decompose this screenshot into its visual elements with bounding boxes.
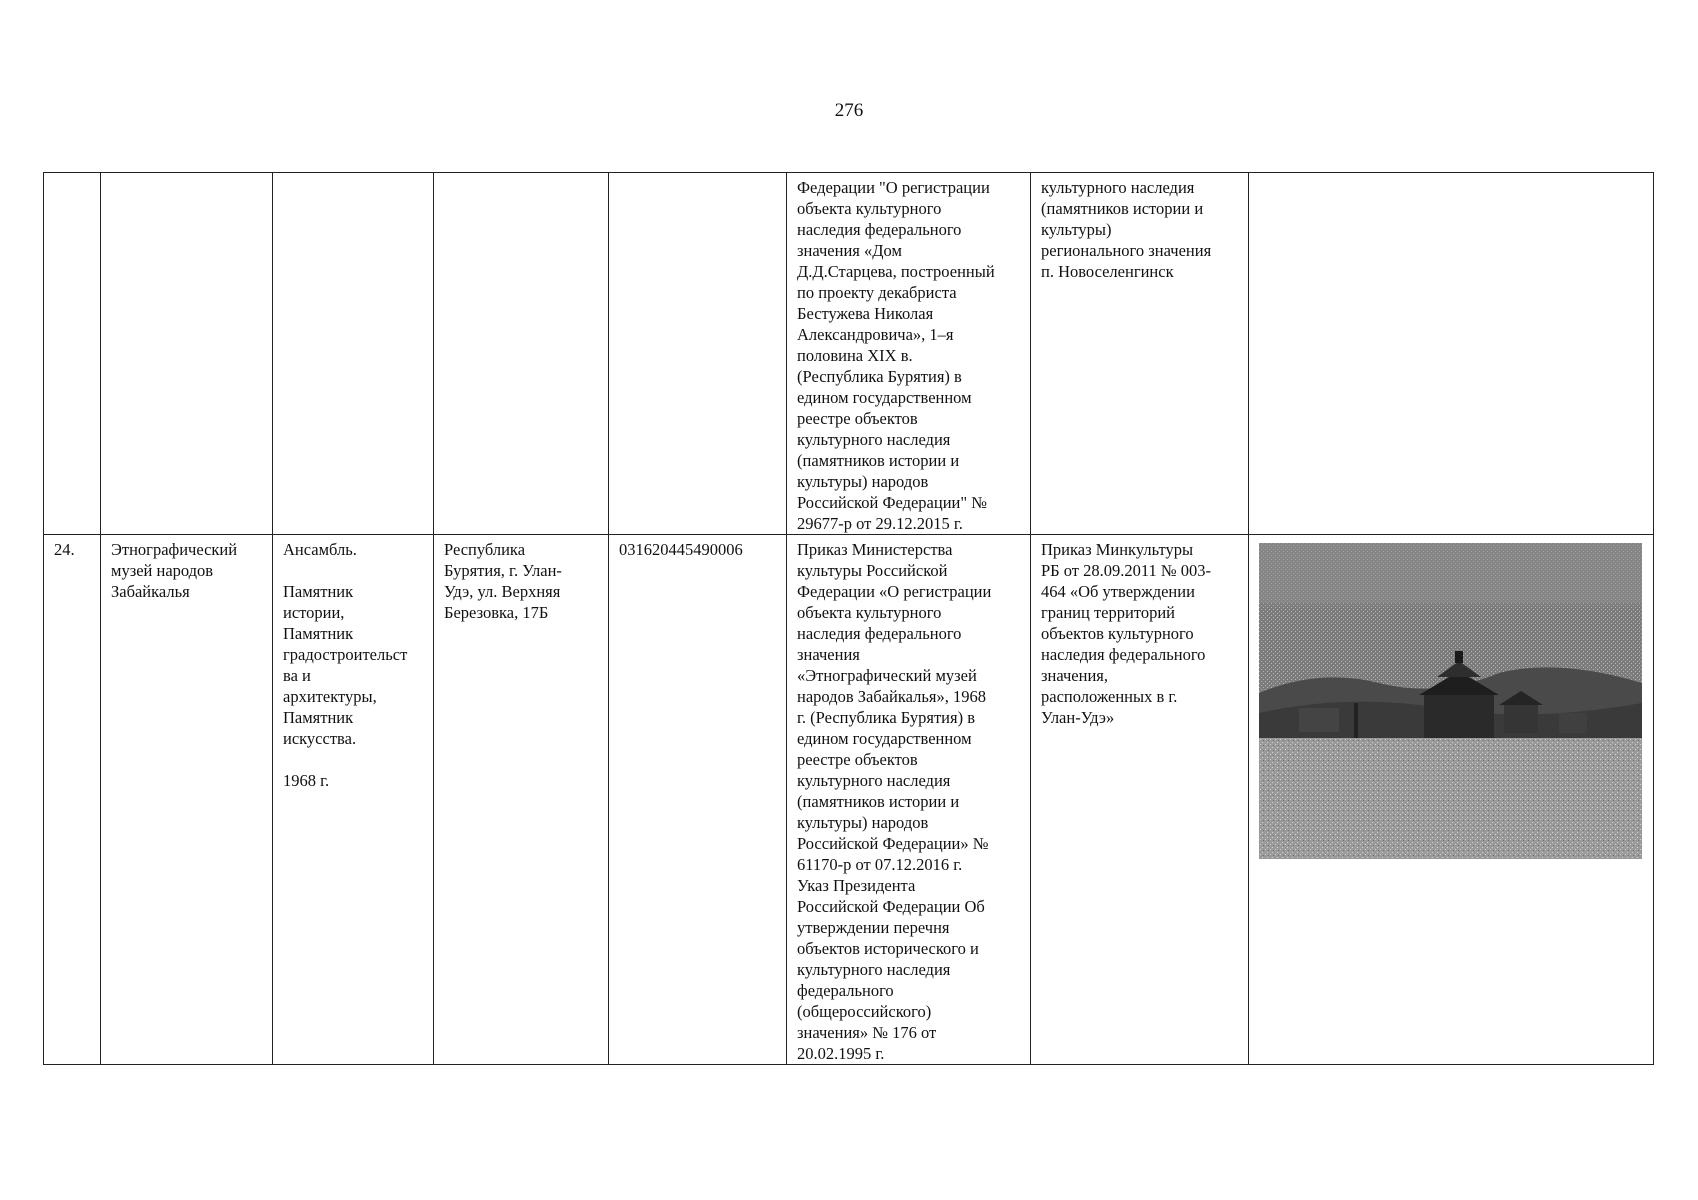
cell-address: [434, 173, 609, 535]
cell-regional-document: Приказ Минкультуры РБ от 28.09.2011 № 003- 464 «Об утверждении границ территорий объектов культурного наследия федерального значения, расположенных в г. Улан-Удэ»: [1031, 535, 1249, 1065]
museum-photo-image: [1259, 543, 1642, 859]
cell-regional-document: культурного наследия (памятников истории и культуры) регионального значения п. Новоселенгинск: [1031, 173, 1249, 535]
table-row: [44, 535, 1654, 1065]
cell-photo: [1249, 535, 1654, 1065]
cell-object-name: Этнографический музей народов Забайкалья: [101, 535, 273, 1065]
table-row: [44, 173, 1654, 535]
heritage-registry-table: [43, 172, 1654, 1065]
cell-address: Республика Бурятия, г. Улан- Удэ, ул. Верхняя Березовка, 17Б: [434, 535, 609, 1065]
museum-photo: [1259, 543, 1642, 859]
cell-federal-document: Приказ Министерства культуры Российской Федерации «О регистрации объекта культурного наследия федерального значения «Этнографический музей народов Забайкалья», 1968 г. (Республика Бурятия) в едином государственном реестре объектов культурного наследия (памятников истории и культуры) народов Российской Федерации» № 61170-р от 07.12.2016 г. Указ Президента Российской Федерации Об утверждении перечня объектов исторического и культурного наследия федерального (общероссийского) значения» № 176 от 20.02.1995 г.: [787, 535, 1031, 1065]
cell-number: 24.: [44, 535, 101, 1065]
cell-photo: [1249, 173, 1654, 535]
cell-object-type: [273, 173, 434, 535]
cell-registry-number: 031620445490006: [609, 535, 787, 1065]
cell-federal-document: Федерации "О регистрации объекта культурного наследия федерального значения «Дом Д.Д.Старцева, построенный по проекту декабриста Бестужева Николая Александровича», 1–я половина XIX в. (Республика Бурятия) в едином государственном реестре объектов культурного наследия (памятников истории и культуры) народов Российской Федерации" № 29677-р от 29.12.2015 г.: [787, 173, 1031, 535]
cell-object-name: [101, 173, 273, 535]
cell-registry-number: [609, 173, 787, 535]
page-number: 276: [834, 100, 864, 121]
cell-number: [44, 173, 101, 535]
cell-object-type: Ансамбль. Памятник истории, Памятник градостроительст ва и архитектуры, Памятник искусства. 1968 г.: [273, 535, 434, 1065]
